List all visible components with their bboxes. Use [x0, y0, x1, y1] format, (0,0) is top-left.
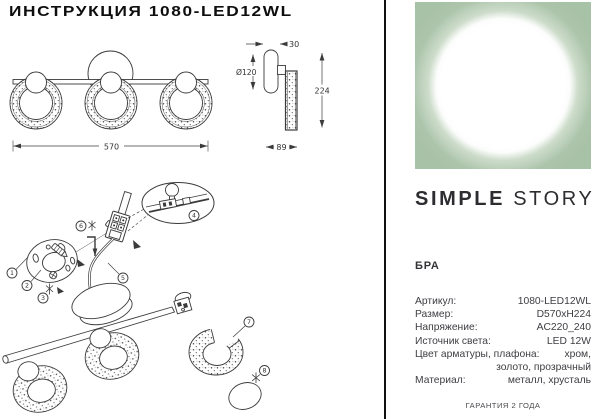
svg-text:2: 2 [24, 282, 30, 290]
bar-end-fitting [174, 291, 192, 314]
detail-callout [142, 183, 214, 224]
perspective-view [2, 291, 265, 418]
lamp-ball [26, 72, 47, 93]
terminal-block [105, 211, 130, 242]
svg-text:Ø120: Ø120 [236, 68, 257, 77]
svg-text:7: 7 [246, 319, 252, 327]
crystal-ring-perspective [7, 354, 72, 418]
dimension-side-depth [246, 40, 299, 49]
spec-label: Напряжение: [415, 322, 478, 334]
screw-symbol [252, 373, 260, 384]
svg-text:3: 3 [40, 295, 46, 303]
spec-row-voltage [415, 321, 591, 334]
screw-symbol [89, 221, 96, 231]
svg-text:1: 1 [9, 270, 15, 278]
spec-label: Размер: [415, 309, 454, 321]
svg-text:30: 30 [289, 40, 300, 49]
page-title: ИНСТРУКЦИЯ 1080-LED12WL [9, 3, 293, 20]
spec-value: 1080-LED12WL [517, 296, 591, 307]
spec-label: Источник света: [415, 335, 491, 347]
brand-word-2: STORY [513, 188, 595, 210]
spec-value-line2: золото, прозрачный [496, 362, 591, 374]
svg-text:570: 570 [103, 142, 120, 152]
side-view [235, 40, 331, 152]
spec-label: Материал: [415, 375, 466, 387]
dimension-plate-diameter [235, 55, 257, 90]
spec-label: Цвет арматуры, плафона: [415, 348, 540, 360]
spec-row-article [415, 295, 591, 308]
product-type-heading: БРА [415, 260, 440, 272]
svg-text:5: 5 [120, 275, 126, 283]
spec-value: D570xH224 [536, 309, 591, 321]
lamp-ball [101, 72, 122, 93]
screw-symbol [46, 284, 53, 295]
dimension-front-width [13, 140, 208, 152]
front-view [10, 51, 212, 152]
svg-text:4: 4 [191, 212, 197, 220]
spec-label: Артикул: [415, 296, 457, 307]
detached-ball [225, 378, 265, 414]
warranty-note: ГАРАНТИЯ 2 ГОДА [465, 401, 541, 410]
spec-row-material [415, 374, 591, 387]
dimension-side-width [266, 142, 297, 153]
spec-row-size [415, 308, 591, 321]
svg-text:89: 89 [276, 143, 287, 152]
spec-value: металл, хрусталь [507, 375, 591, 387]
dimension-total-height [314, 53, 331, 128]
brand-logo [415, 2, 591, 169]
svg-text:224: 224 [314, 86, 330, 96]
panel-divider [384, 0, 386, 419]
spec-value: LED 12W [546, 335, 591, 347]
mounting-plate [22, 234, 82, 288]
brand-word-1: SIMPLE [415, 188, 506, 210]
svg-text:6: 6 [78, 223, 84, 231]
svg-text:8: 8 [262, 367, 267, 375]
spec-list [415, 295, 591, 387]
brand-name [415, 188, 595, 211]
lamp-ball [176, 72, 197, 93]
spec-value: AC220_240 [536, 322, 591, 334]
spec-row-color [415, 348, 591, 374]
spec-row-light-source [415, 335, 591, 348]
spec-value: хром, [564, 348, 591, 360]
crystal-ring-detached [189, 316, 252, 375]
